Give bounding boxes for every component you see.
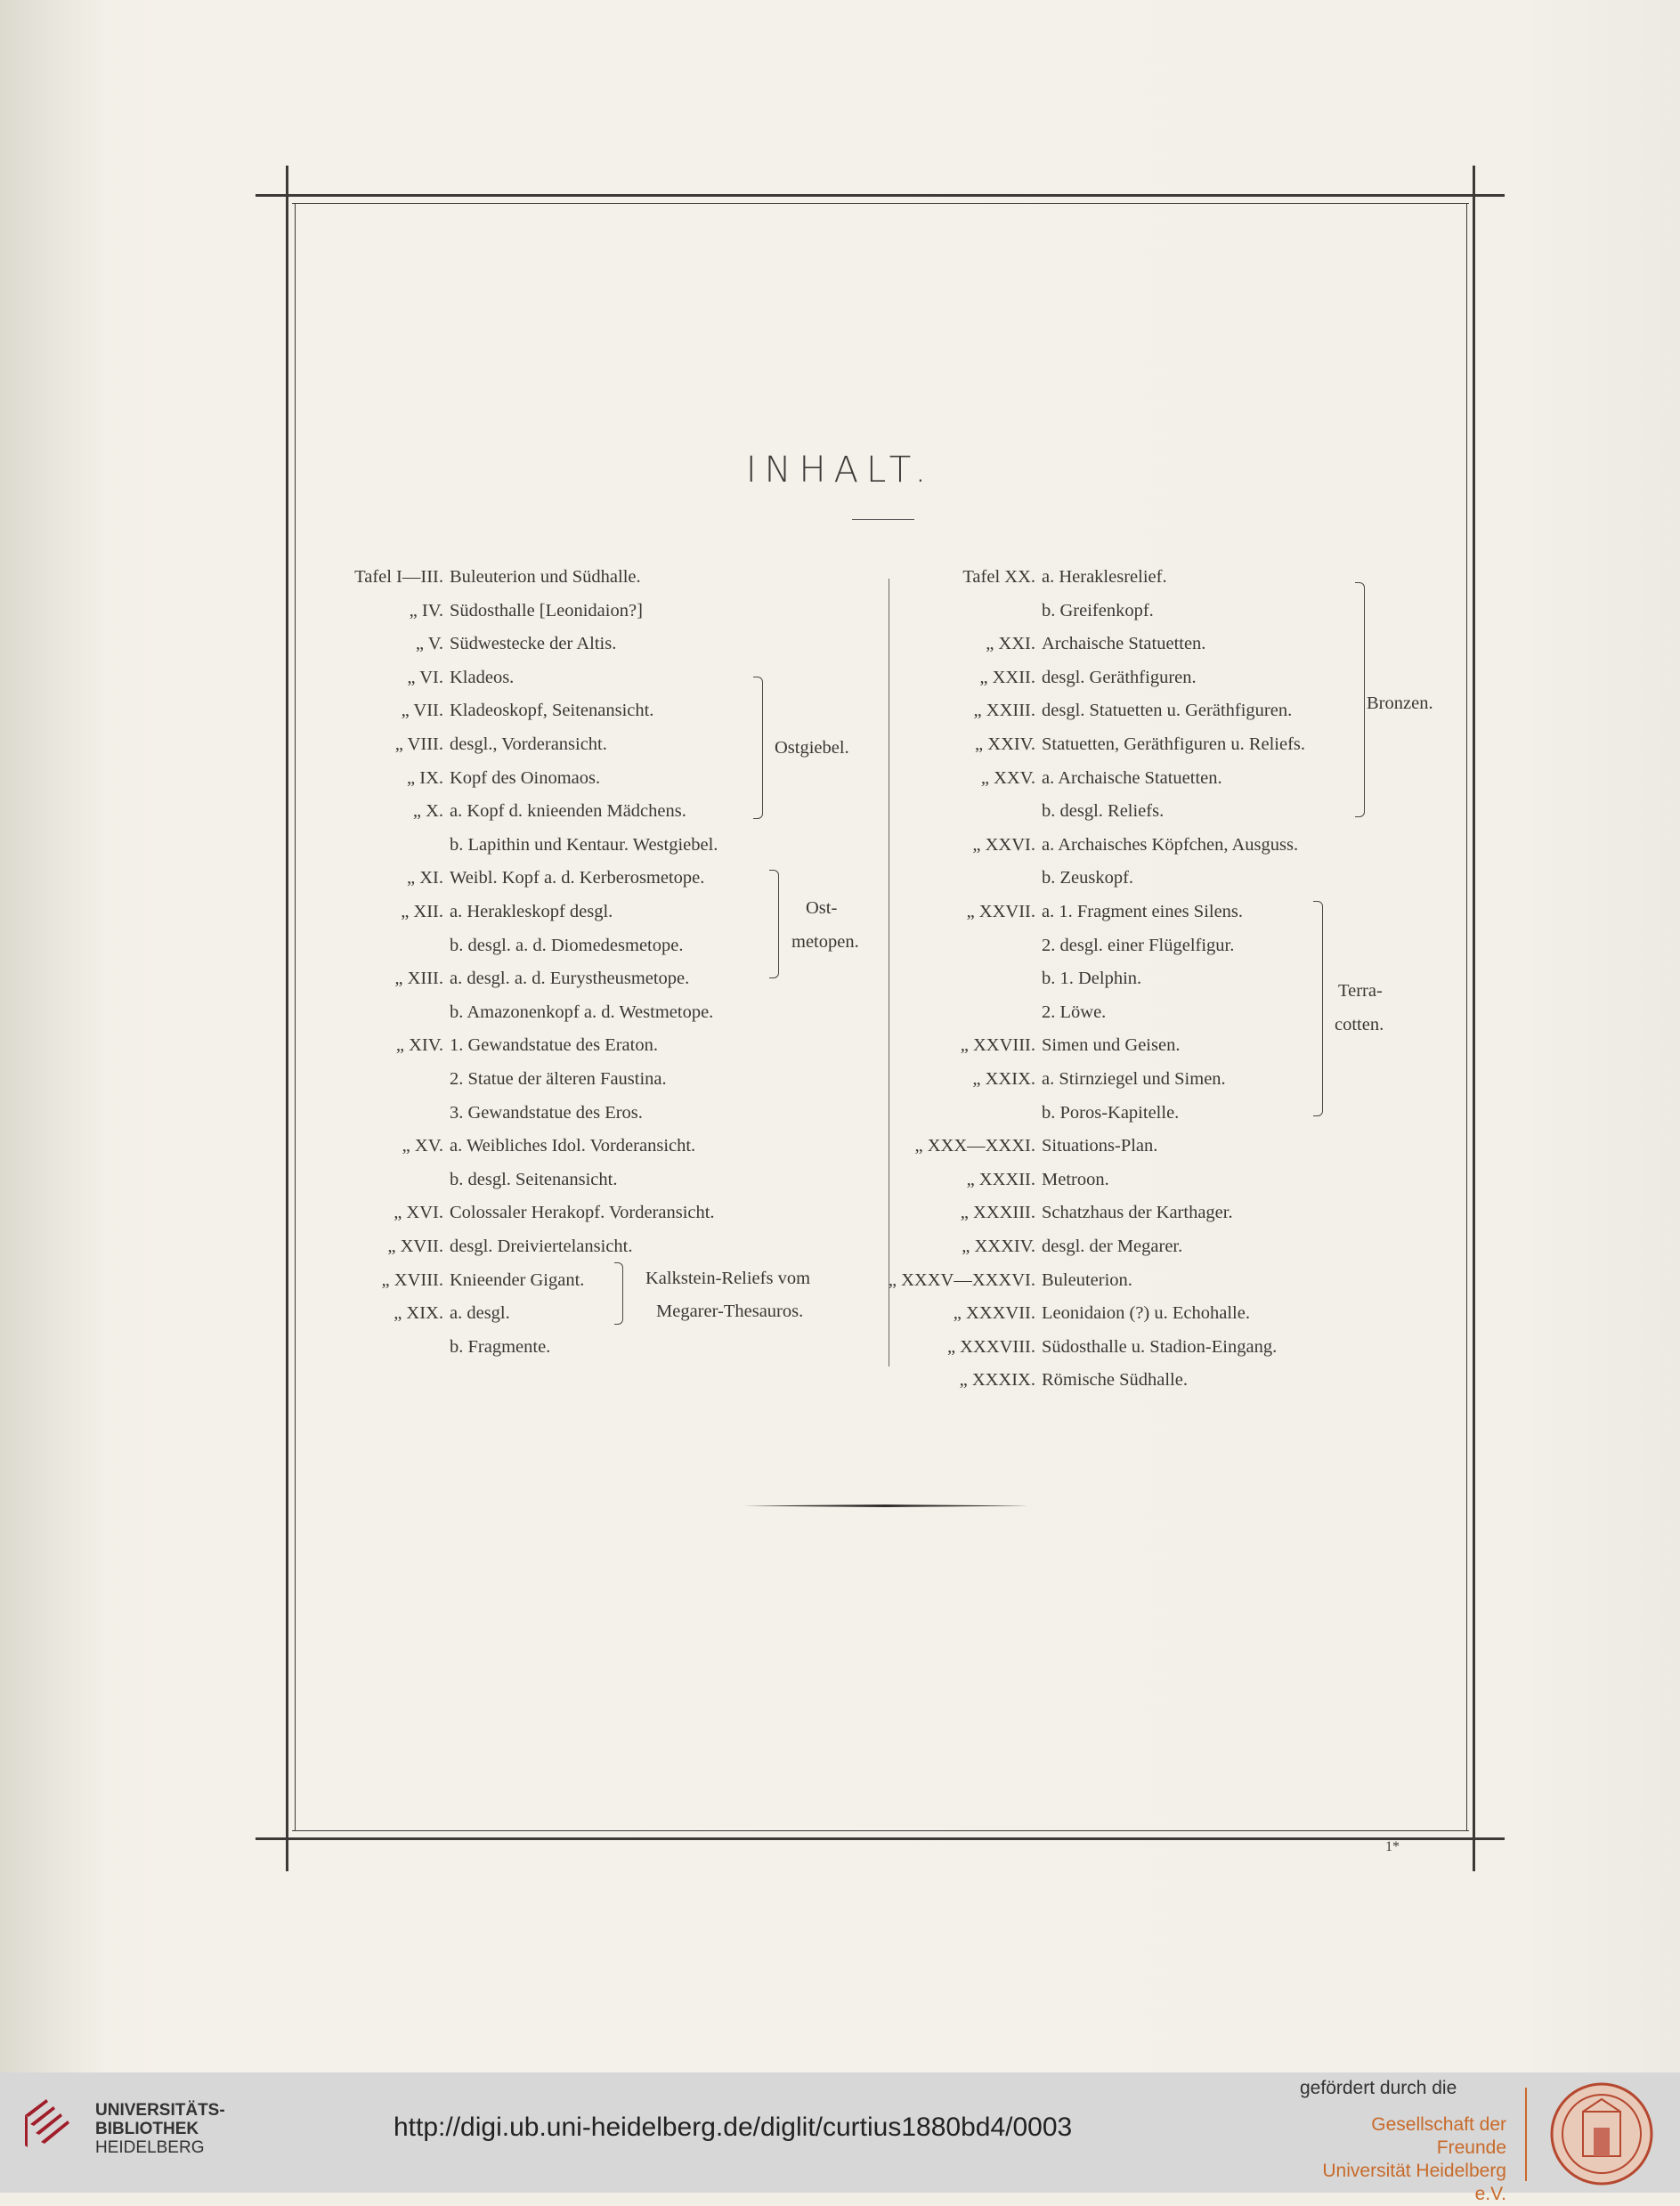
right-entry-title: desgl. der Megarer. <box>1042 1237 1183 1256</box>
left-entry-plate: „ VIII. <box>394 734 443 754</box>
right-entry-title: Südosthalle u. Stadion-Eingang. <box>1042 1336 1278 1357</box>
right-entry-plate: „ XXIV. <box>975 734 1035 754</box>
ub-name-line2: BIBLIOTHEK <box>95 2120 199 2138</box>
university-seal-icon <box>1549 2081 1654 2186</box>
right-entry-plate: „ XXVI. <box>972 834 1035 855</box>
right-entry-plate: „ XXXIX. <box>959 1370 1035 1391</box>
right-entry-plate: „ XXXVIII. <box>946 1336 1035 1357</box>
left-entry-title: Kopf des Oinomaos. <box>450 767 601 788</box>
right-entry-plate: Tafel XX. <box>962 567 1035 587</box>
frame-bottom-inner-rule <box>292 1830 1469 1831</box>
left-entry-plate: „ XII. <box>401 902 443 921</box>
left-entry-title: b. desgl. Seitenansicht. <box>450 1169 618 1189</box>
left-entry-title: b. Lapithin und Kentaur. Westgiebel. <box>450 834 718 855</box>
right-entry-title: Situations-Plan. <box>1042 1136 1158 1156</box>
right-entry <box>0 962 1680 994</box>
right-entry-title: a. Stirnziegel und Simen. <box>1042 1069 1226 1089</box>
right-entry <box>0 1364 1680 1396</box>
right-entry-plate: „ XXXIV. <box>962 1237 1035 1256</box>
right-entry <box>0 1196 1680 1229</box>
group-label-ostmetopen-1: Ost- <box>806 898 838 918</box>
left-entry-title: Weibl. Kopf a. d. Kerberosmetope. <box>450 868 705 888</box>
right-entry <box>0 728 1680 760</box>
left-entry-title: a. Kopf d. knieenden Mädchens. <box>450 801 686 822</box>
right-entry <box>0 1130 1680 1162</box>
right-entry-title: Schatzhaus der Karthager. <box>1042 1203 1233 1223</box>
left-entry-plate: „ XIX. <box>394 1303 443 1324</box>
brace-terracotten <box>1313 901 1323 1116</box>
right-entry <box>0 762 1680 794</box>
left-entry-plate: „ XVI. <box>394 1203 443 1223</box>
right-entry-title: Leonidaion (?) u. Echohalle. <box>1042 1303 1250 1324</box>
right-entry-plate: „ XXXVII. <box>953 1303 1035 1324</box>
right-entry <box>0 795 1680 827</box>
right-entry-title: Statuetten, Geräthfiguren u. Reliefs. <box>1042 734 1306 754</box>
sponsor-name <box>1298 2113 1506 2206</box>
frame-bottom-rule <box>256 1837 1505 1840</box>
right-entry-plate: „ XXXV—XXXVI. <box>888 1269 1035 1290</box>
right-entry-title: b. Poros-Kapitelle. <box>1042 1102 1180 1123</box>
right-entry-title: b. 1. Delphin. <box>1042 969 1142 989</box>
right-entry <box>0 996 1680 1028</box>
left-entry-title: b. Fragmente. <box>450 1336 551 1357</box>
left-entry-title: Kladeos. <box>450 667 515 687</box>
left-entry-plate: „ XVII. <box>387 1237 443 1256</box>
right-entry-plate: „ XXIII. <box>973 701 1035 721</box>
left-entry-title: 1. Gewandstatue des Eraton. <box>450 1035 658 1056</box>
left-entry-plate: „ XIII. <box>394 969 443 989</box>
left-entry-plate: Tafel I—III. <box>354 567 443 587</box>
right-entry <box>0 1331 1680 1363</box>
left-entry-plate: „ VI. <box>407 667 443 687</box>
left-entry-plate: „ X. <box>412 801 443 822</box>
title-underline <box>852 519 914 520</box>
right-entry-title: a. Archaische Statuetten. <box>1042 767 1222 788</box>
right-entry-title: Metroon. <box>1042 1169 1109 1189</box>
left-entry-title: desgl. Dreiviertelansicht. <box>450 1237 633 1256</box>
left-entry-plate: „ XIV. <box>395 1035 443 1056</box>
group-label-terracotten-1: Terra- <box>1338 981 1383 1001</box>
left-entry-title: Buleuterion und Südhalle. <box>450 567 641 587</box>
right-entry <box>0 628 1680 660</box>
left-entry-plate: „ V. <box>415 634 443 654</box>
left-entry-title: 2. Statue der älteren Faustina. <box>450 1069 667 1089</box>
right-entry-plate: „ XXV. <box>980 767 1035 788</box>
right-entry <box>0 896 1680 928</box>
left-entry-title: a. desgl. a. d. Eurystheusmetope. <box>450 969 690 989</box>
right-entry-title: a. Heraklesrelief. <box>1042 567 1167 587</box>
group-label-ostmetopen-2: metopen. <box>791 932 859 952</box>
right-entry-title: b. desgl. Reliefs. <box>1042 801 1165 822</box>
right-entry <box>0 595 1680 627</box>
left-entry-title: a. Weibliches Idol. Vorderansicht. <box>450 1136 696 1156</box>
right-entry <box>0 661 1680 693</box>
right-entry-plate: „ XXX—XXXI. <box>914 1136 1035 1156</box>
group-label-ostgiebel: Ostgiebel. <box>775 738 849 758</box>
right-entry-title: 2. desgl. einer Flügelfigur. <box>1042 935 1235 955</box>
brace-bronzen <box>1355 582 1365 817</box>
right-entry-title: a. Archaisches Köpfchen, Ausguss. <box>1042 834 1299 855</box>
sponsor-divider <box>1525 2088 1527 2181</box>
left-entry-plate: „ XV. <box>402 1136 443 1156</box>
frame-top-inner-rule <box>292 203 1469 204</box>
left-entry-title: 3. Gewandstatue des Eros. <box>450 1102 643 1123</box>
right-entry-title: a. 1. Fragment eines Silens. <box>1042 902 1244 921</box>
right-entry <box>0 1264 1680 1296</box>
left-entry-title: Südwestecke der Altis. <box>450 634 617 654</box>
left-entry-title: desgl., Vorderansicht. <box>450 734 607 754</box>
right-entry-plate: „ XXXII. <box>966 1169 1035 1189</box>
right-entry <box>0 1297 1680 1329</box>
right-entry <box>0 929 1680 961</box>
ub-name-line1: UNIVERSITÄTS- <box>95 2101 225 2120</box>
sponsor-name-line1: Gesellschaft der Freunde <box>1371 2114 1506 2158</box>
right-entry-plate: „ XXI. <box>986 634 1035 654</box>
right-entry-title: Archaische Statuetten. <box>1042 634 1206 654</box>
right-entry-title: 2. Löwe. <box>1042 1002 1107 1022</box>
right-entry-title: desgl. Geräthfiguren. <box>1042 667 1197 687</box>
left-entry-title: a. Herakleskopf desgl. <box>450 902 613 921</box>
right-entry-plate: „ XXVII. <box>966 902 1035 921</box>
right-entry <box>0 1029 1680 1061</box>
group-label-kalkstein-1: Kalkstein-Reliefs vom <box>645 1269 811 1288</box>
ub-heidelberg-logo-icon <box>18 2092 80 2163</box>
left-entry-title: Knieender Gigant. <box>450 1269 585 1290</box>
right-entry-title: b. Zeuskopf. <box>1042 868 1134 888</box>
right-entry-title: Simen und Geisen. <box>1042 1035 1181 1056</box>
left-entry-plate: „ XVIII. <box>381 1269 443 1290</box>
group-label-kalkstein-2: Megarer-Thesauros. <box>656 1302 804 1321</box>
right-entry <box>0 829 1680 861</box>
group-label-terracotten-2: cotten. <box>1335 1015 1384 1034</box>
left-entry-title: Kladeoskopf, Seitenansicht. <box>450 701 654 721</box>
right-entry-title: b. Greifenkopf. <box>1042 600 1154 620</box>
right-entry-title: Römische Südhalle. <box>1042 1370 1188 1391</box>
left-entry-plate: „ IX. <box>407 767 443 788</box>
left-entry-title: b. Amazonenkopf a. d. Westmetope. <box>450 1002 714 1022</box>
right-entry <box>0 1097 1680 1129</box>
ornamental-divider <box>743 1504 1028 1507</box>
right-entry <box>0 561 1680 593</box>
ub-heidelberg-name <box>95 2101 225 2157</box>
right-entry <box>0 1164 1680 1196</box>
right-entry <box>0 862 1680 894</box>
page-number: 1* <box>1385 1839 1400 1854</box>
right-entry-title: Buleuterion. <box>1042 1269 1132 1290</box>
permalink-url[interactable]: http://digi.ub.uni-heidelberg.de/diglit/curtius1880bd4/0003 <box>394 2113 1073 2142</box>
left-entry-plate: „ VII. <box>401 701 443 721</box>
left-entry-title: Südosthalle [Leonidaion?] <box>450 600 643 620</box>
group-label-bronzen: Bronzen. <box>1367 693 1433 713</box>
right-entry-plate: „ XXXIII. <box>960 1203 1035 1223</box>
ub-name-line3: HEIDELBERG <box>95 2138 205 2157</box>
right-entry <box>0 1063 1680 1095</box>
right-entry <box>0 1230 1680 1262</box>
left-entry-title: b. desgl. a. d. Diomedesmetope. <box>450 935 684 955</box>
right-entry-plate: „ XXVIII. <box>960 1035 1035 1056</box>
right-entry-title: desgl. Statuetten u. Geräthfiguren. <box>1042 701 1293 721</box>
right-entry-plate: „ XXII. <box>979 667 1035 687</box>
left-entry-plate: „ IV. <box>409 600 443 620</box>
right-entry-plate: „ XXIX. <box>972 1069 1035 1089</box>
left-entry-title: a. desgl. <box>450 1303 510 1324</box>
left-entry-title: Colossaler Herakopf. Vorderansicht. <box>450 1203 715 1223</box>
sponsor-name-line2: Universität Heidelberg e.V. <box>1322 2161 1506 2204</box>
left-entry-plate: „ XI. <box>407 868 443 888</box>
sponsor-intro: gefördert durch die <box>1300 2078 1457 2098</box>
frame-top-rule <box>256 194 1505 197</box>
page-title: INHALT. <box>745 450 935 491</box>
